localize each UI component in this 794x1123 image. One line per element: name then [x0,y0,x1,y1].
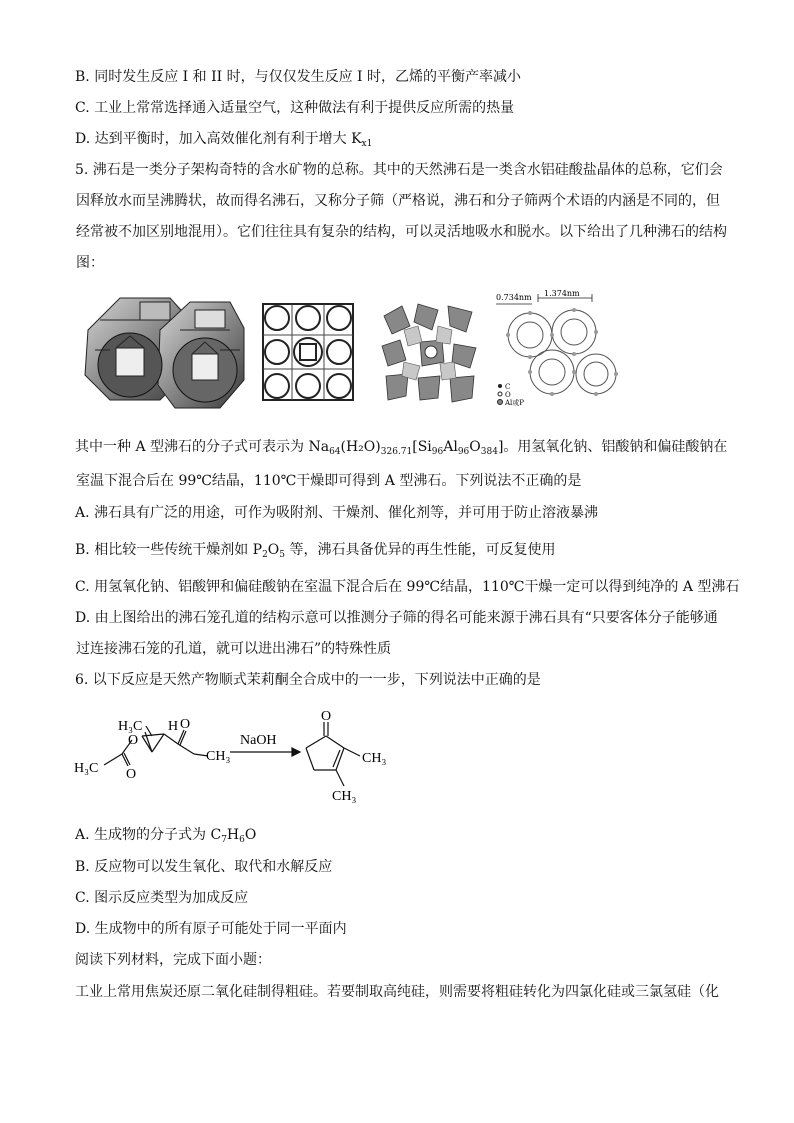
q5-stem-line2: 因释放水而呈沸腾状，故而得名沸石，又称分子筛（严格说，沸石和分子筛两个术语的内涵是不同的，但 [76,193,720,209]
label-naoh: NaOH [240,733,277,748]
label-ch3-product-1: CH₃ [362,751,387,766]
q6-option-b: B. 反应物可以发生氧化、取代和水解反应 [75,859,333,875]
label-o-ester: O [128,733,139,748]
reading-instruction: 阅读下列材料，完成下面小题： [75,952,271,968]
q5-option-a: A. 沸石具有广泛的用途，可作为吸附剂、干燥剂、催化剂等，并可用于防止溶液暴沸 [75,505,599,521]
q5-option-c: C. 用氢氧化钠、铝酸钾和偏硅酸钠在室温下混合后在 99℃结晶，110℃干燥一定可以得到纯净的 A 型沸石 [75,579,740,595]
label-o-carbonyl: O [126,767,137,782]
q4-option-c: C. 工业上常常选择通入适量空气，这种做法有利于提供反应所需的热量 [75,100,515,116]
label-ch3-product-2: CH₃ [332,789,357,804]
q4-option-d: D. 达到平衡时，加入高效催化剂有利于增大 $K_{x1}$ [75,131,373,149]
q5-option-d-line1: D. 由上图给出的沸石笼孔道的结构示意可以推测分子筛的得名可能来源于沸石具有“只要客体分子能够通 [75,610,718,626]
legend-al-p: Al或P [505,399,525,407]
q5-option-d-line2: 过连接沸石笼的孔道，就可以进出沸石”的特殊性质 [76,641,392,657]
q5-stem-line1: 5. 沸石是一类分子架构奇特的含水矿物的总称。其中的天然沸石是一类含水铝硅酸盐晶体的总称，它们会 [75,162,723,178]
label-h3c-left: H₃C [74,761,99,776]
q6-option-d: D. 生成物中的所有原子可能处于同一平面内 [75,921,347,937]
label-o-product: O [321,709,332,724]
label-h-top: H [168,719,179,734]
q6-option-c: C. 图示反应类型为加成反应 [75,890,249,906]
q6-stem: 6. 以下反应是天然产物顺式茉莉酮全合成中的一一步，下列说法中正确的是 [75,672,541,688]
label-o-ketone: O [180,717,191,732]
q5-stem-line4: 图： [76,255,104,271]
dim-label-1374: 1.374nm [544,290,580,298]
zeolite-cage-figure-2 [255,296,361,408]
zeolite-cage-figure-1 [80,290,246,416]
label-ch3-right: CH₃ [206,749,231,764]
q5-option-b: B. 相比较一些传统干燥剂如 $P_2O_5$ 等，沸石具备优异的再生性能，可反复使用 [75,542,556,560]
q4-option-b: B. 同时发生反应 I 和 II 时，与仅仅发生反应 I 时，乙烯的平衡产率减小 [75,69,522,85]
legend-o: O [505,391,511,399]
legend-c: C [505,383,511,391]
reading-material: 工业上常用焦炭还原二氧化硅制得粗硅。若要制取高纯硅，则需要将粗硅转化为四氯化硅或三氯氢硅（化 [75,984,719,1000]
q5-stem-line6: 室温下混合后在 99℃结晶，110℃干燥即可得到 A 型沸石。下列说法不正确的是 [76,473,582,489]
q6-option-a: A. 生成物的分子式为 $C_7H_6O$ [75,827,257,845]
reaction-scheme [70,700,390,812]
zeolite-cage-figure-3 [378,296,484,408]
aluminophosphate-structure-figure [492,290,624,410]
q5-stem-line3: 经常被不加区别地混用）。它们往往具有复杂的结构，可以灵活地吸水和脱水。以下给出了几种沸石的结构 [76,224,727,240]
dim-label-0734: 0.734nm [496,293,532,302]
label-h3c-top: H₃C [118,719,143,734]
q5-formula-line: 其中一种 A 型沸石的分子式可表示为 $Na_{64}(H_2O)_{326.71}[Si_{96}Al_{96}O_{384}]$。用氢氧化钠、铝酸钠和偏硅酸钠在 [75,439,728,457]
